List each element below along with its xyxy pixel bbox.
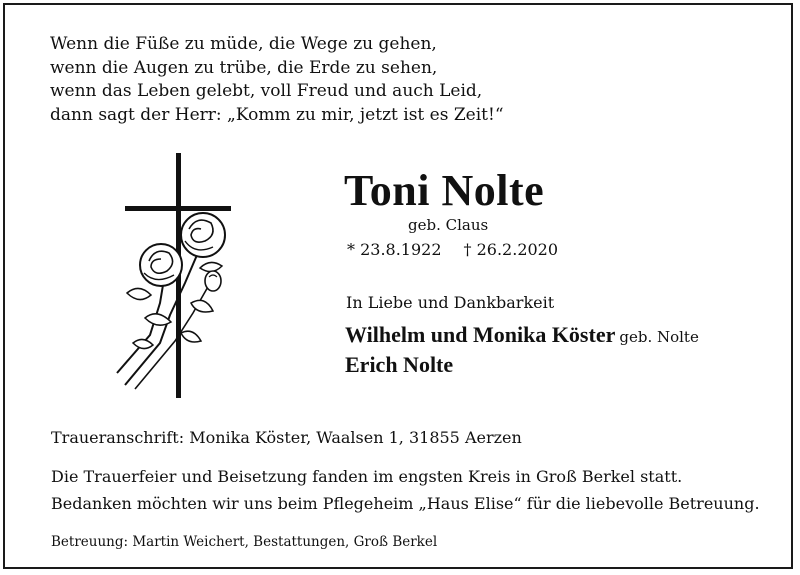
poem [50, 33, 504, 127]
cross-with-roses-icon [105, 153, 245, 403]
mourner-name: Wilhelm und Monika Köster [345, 322, 616, 347]
poem-line: dann sagt der Herr: „Komm zu mir, jetzt ist es Zeit!“ [50, 104, 504, 125]
announcement-line: Bedanken möchten wir uns beim Pflegeheim „Haus Elise“ für die liebevolle Betreuung. [51, 494, 760, 513]
poem-line: wenn die Augen zu trübe, die Erde zu sehen, [50, 57, 438, 78]
mourner-note: geb. Nolte [619, 328, 699, 346]
obituary-frame [3, 3, 793, 569]
mourner-line [345, 352, 453, 378]
life-dates [347, 240, 558, 259]
announcement-text [51, 463, 760, 517]
poem-line: wenn das Leben gelebt, voll Freud und auch Leid, [50, 81, 483, 101]
funeral-home-credit: Betreuung: Martin Weichert, Bestattungen, Groß Berkel [51, 534, 438, 550]
mourner-name: Erich Nolte [345, 352, 454, 377]
death-date: † 26.2.2020 [463, 240, 559, 259]
maiden-name: geb. Claus [408, 216, 489, 234]
dedication: In Liebe und Dankbarkeit [346, 293, 555, 312]
poem-line: Wenn die Füße zu müde, die Wege zu gehen, [50, 34, 437, 54]
mourning-address: Traueranschrift: Monika Köster, Waalsen 1, 31855 Aerzen [51, 428, 522, 447]
deceased-name: Toni Nolte [344, 166, 545, 215]
birth-date: * 23.8.1922 [347, 240, 442, 259]
announcement-line: Die Trauerfeier und Beisetzung fanden im engsten Kreis in Groß Berkel statt. [51, 467, 683, 486]
mourner-line [345, 322, 699, 348]
